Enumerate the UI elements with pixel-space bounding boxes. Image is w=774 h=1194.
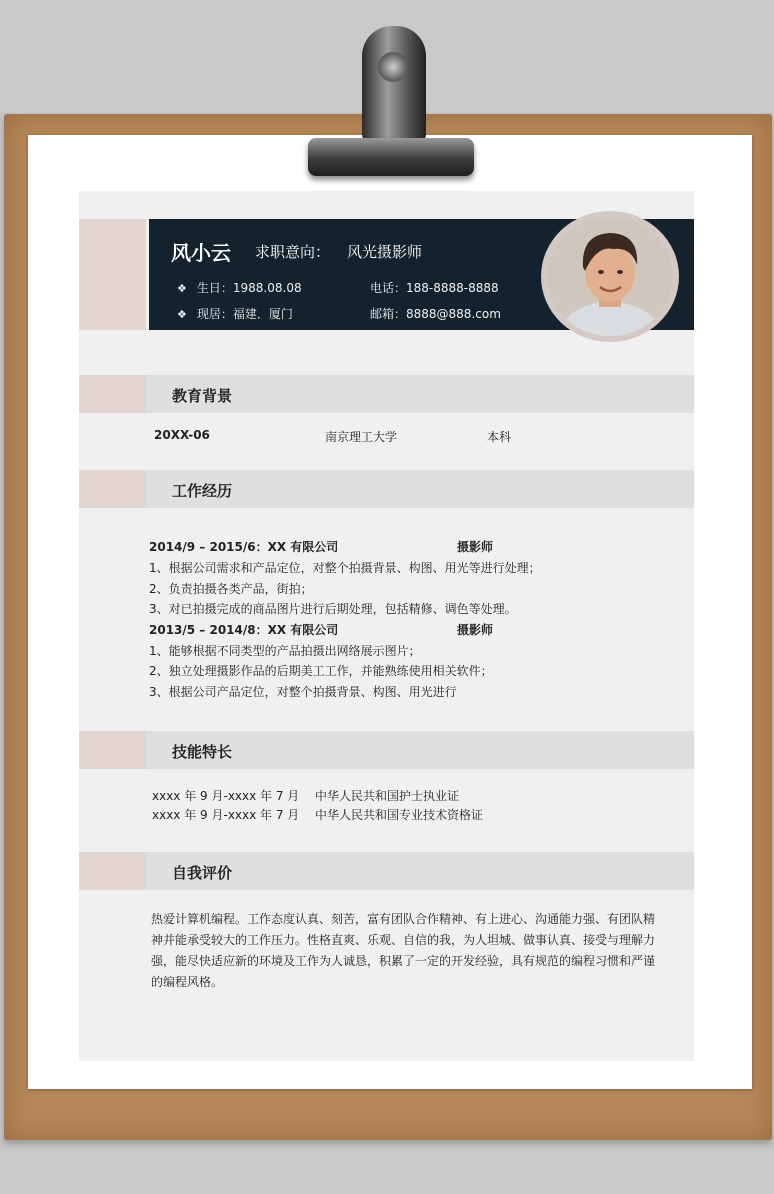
binder-clip	[308, 138, 474, 176]
self-accent-tab	[79, 852, 146, 890]
job-1-role: 摄影师	[457, 540, 494, 554]
header-accent-tab	[79, 219, 146, 330]
job-2-item: 3、根据公司产品定位，对整个拍摄背景、构图、用光进行	[149, 685, 457, 699]
avatar-photo	[547, 217, 673, 336]
avatar	[541, 211, 679, 342]
self-title: 自我评价	[172, 864, 233, 882]
resume	[79, 191, 694, 1061]
work-accent-tab	[79, 470, 146, 508]
diamond-bullet-icon: ❖	[177, 282, 187, 295]
email-info: 邮箱：8888@888.com	[370, 307, 501, 321]
person-photo-icon	[547, 217, 673, 336]
binder-clip-arm	[362, 26, 426, 144]
self-evaluation-text: 热爱计算机编程。工作态度认真、刻苦，富有团队合作精神、有上进心、沟通能力强、有团队精神并能承受较大的工作压力。性格直爽、乐观、自信的我，为人坦城、做事认真、接受与理解力强，能尽快适应新的环境及工作为人诚恳，积累了一定的开发经验，具有规范的编程习惯和严谨的编程风格。	[151, 912, 656, 989]
job-1-item: 2、负责拍摄各类产品，街拍；	[149, 582, 313, 596]
education-accent-tab	[79, 375, 146, 413]
diamond-bullet-icon: ❖	[177, 308, 187, 321]
address-info	[177, 305, 293, 322]
skills-header	[146, 731, 694, 769]
skills-title: 技能特长	[172, 743, 233, 761]
education-degree: 本科	[487, 430, 512, 444]
education-school: 南京理工大学	[325, 430, 398, 444]
education-title: 教育背景	[172, 387, 233, 405]
skill-date: xxxx 年 9 月-xxxx 年 7 月	[152, 789, 300, 803]
job-2-head: 2013/5 – 2014/8：XX 有限公司	[149, 623, 339, 637]
work-title: 工作经历	[172, 482, 233, 500]
job-1-item: 3、对已拍摄完成的商品图片进行后期处理，包括精修、调色等处理。	[149, 602, 517, 616]
education-date: 20XX-06	[154, 428, 210, 442]
job-intent-value: 风光摄影师	[347, 243, 423, 261]
work-header	[146, 470, 694, 508]
skill-name: 中华人民共和国专业技术资格证	[315, 808, 484, 822]
job-2-role: 摄影师	[457, 623, 494, 637]
job-2-item: 2、独立处理摄影作品的后期美工工作，并能熟练使用相关软件；	[149, 664, 493, 678]
address-text: 现居：福建．厦门	[196, 307, 293, 321]
skill-name: 中华人民共和国护士执业证	[315, 789, 460, 803]
education-header	[146, 375, 694, 413]
job-1-item: 1、根据公司需求和产品定位，对整个拍摄背景、构图、用光等进行处理；	[149, 561, 541, 575]
job-2-item: 1、能够根据不同类型的产品拍摄出网络展示图片；	[149, 644, 421, 658]
skill-date: xxxx 年 9 月-xxxx 年 7 月	[152, 808, 300, 822]
phone-info: 电话：188-8888-8888	[370, 281, 499, 295]
binder-clip-hole	[378, 52, 408, 82]
skills-accent-tab	[79, 731, 146, 769]
job-1-head: 2014/9 – 2015/6：XX 有限公司	[149, 540, 339, 554]
birth-text: 生日：1988.08.08	[196, 281, 302, 295]
self-header	[146, 852, 694, 890]
applicant-name: 风小云	[171, 241, 231, 265]
birth-info	[177, 279, 302, 296]
job-intent-label: 求职意向：	[255, 243, 331, 261]
